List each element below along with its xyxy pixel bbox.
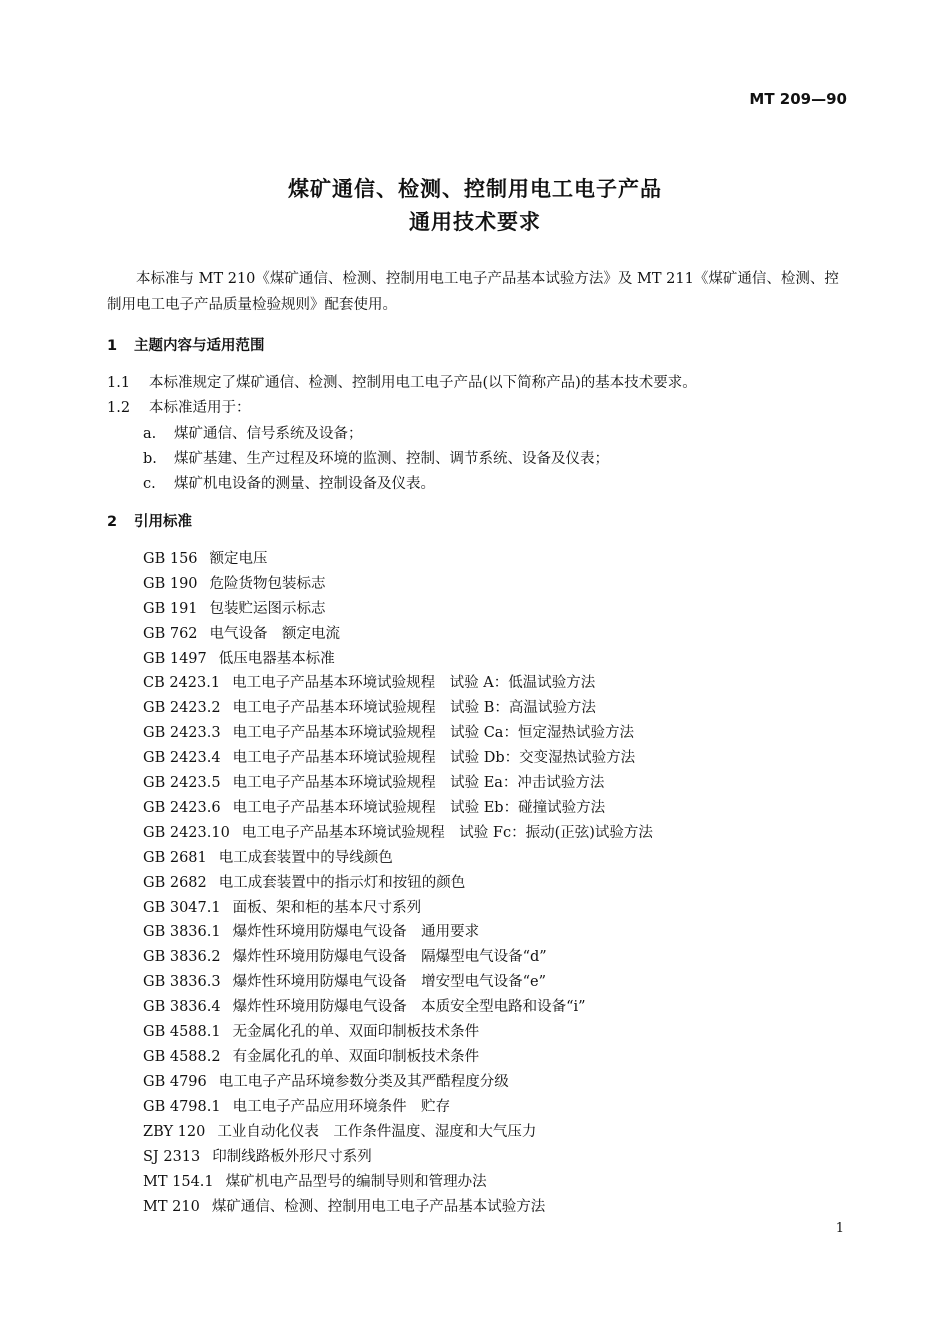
reference-name: 额定电压	[209, 551, 268, 567]
document-title-line-1: 煤矿通信、检测、控制用电工电子产品	[288, 177, 662, 201]
reference-item	[143, 1020, 479, 1041]
standard-code: MT 209—90	[749, 90, 847, 108]
clause-number: 1.2	[107, 400, 131, 416]
reference-name: 工业自动化仪表 工作条件温度、湿度和大气压力	[217, 1124, 537, 1140]
reference-name: 低压电器基本标准	[218, 651, 335, 667]
reference-code: GB 3047.1	[143, 900, 221, 916]
section-title: 主题内容与适用范围	[134, 338, 265, 354]
reference-name: 电工电子产品基本环境试验规程 试验 A：低温试验方法	[232, 675, 596, 691]
reference-item	[143, 671, 595, 692]
page-number: 1	[835, 1221, 844, 1236]
reference-name: 电工电子产品基本环境试验规程 试验 Ea：冲击试验方法	[232, 775, 605, 791]
reference-item	[143, 771, 604, 792]
reference-name: 无金属化孔的单、双面印制板技术条件	[232, 1024, 480, 1040]
reference-name: 爆炸性环境用防爆电气设备 隔爆型电气设备“d”	[232, 949, 547, 965]
list-item-mark: a.	[143, 426, 157, 442]
reference-code: CB 2423.1	[143, 675, 221, 691]
reference-name: 电工电子产品基本环境试验规程 试验 Db：交变湿热试验方法	[232, 750, 636, 766]
reference-name: 危险货物包装标志	[209, 576, 326, 592]
list-item	[143, 472, 435, 493]
reference-item	[143, 721, 634, 742]
section-2-heading	[107, 510, 192, 531]
reference-code: GB 3836.4	[143, 999, 221, 1015]
reference-name: 包装贮运图示标志	[209, 601, 326, 617]
reference-code: GB 1497	[143, 651, 207, 667]
reference-name: 电工电子产品基本环境试验规程 试验 B：高温试验方法	[232, 700, 596, 716]
reference-item	[143, 1120, 536, 1141]
reference-name: 面板、架和柜的基本尺寸系列	[232, 900, 422, 916]
reference-code: GB 190	[143, 576, 198, 592]
reference-item	[143, 970, 546, 991]
reference-name: 电工电子产品基本环境试验规程 试验 Fc：振动(正弦)试验方法	[241, 825, 653, 841]
reference-item	[143, 547, 268, 568]
clause-1-1	[107, 371, 697, 392]
reference-item	[143, 696, 596, 717]
list-item-mark: c.	[143, 476, 156, 492]
reference-code: GB 4588.1	[143, 1024, 221, 1040]
reference-code: SJ 2313	[143, 1149, 201, 1165]
reference-item	[143, 572, 326, 593]
reference-code: GB 156	[143, 551, 198, 567]
reference-code: GB 4798.1	[143, 1099, 221, 1115]
reference-code: GB 2423.6	[143, 800, 221, 816]
reference-name: 电工成套装置中的指示灯和按钮的颜色	[218, 875, 466, 891]
reference-name: 有金属化孔的单、双面印制板技术条件	[232, 1049, 480, 1065]
clause-text: 本标准适用于：	[149, 400, 251, 416]
reference-code: GB 2681	[143, 850, 207, 866]
list-item	[143, 422, 363, 443]
reference-name: 爆炸性环境用防爆电气设备 本质安全型电路和设备“i”	[232, 999, 586, 1015]
reference-item	[143, 746, 635, 767]
reference-code: ZBY 120	[143, 1124, 206, 1140]
list-item-text: 煤矿机电设备的测量、控制设备及仪表。	[174, 476, 435, 492]
reference-item	[143, 647, 335, 668]
reference-name: 印制线路板外形尺寸系列	[212, 1149, 372, 1165]
reference-item	[143, 622, 340, 643]
reference-name: 爆炸性环境用防爆电气设备 增安型电气设备“e”	[232, 974, 546, 990]
reference-item	[143, 1045, 479, 1066]
reference-code: GB 2423.5	[143, 775, 221, 791]
reference-code: GB 4796	[143, 1074, 207, 1090]
reference-item	[143, 1145, 372, 1166]
reference-item	[143, 896, 421, 917]
reference-item	[143, 597, 326, 618]
reference-code: GB 3836.1	[143, 924, 221, 940]
reference-name: 煤矿机电产品型号的编制导则和管理办法	[225, 1174, 487, 1190]
reference-item	[143, 871, 465, 892]
reference-code: GB 2423.3	[143, 725, 221, 741]
reference-name: 电工电子产品环境参数分类及其严酷程度分级	[218, 1074, 509, 1090]
reference-code: GB 4588.2	[143, 1049, 221, 1065]
reference-code: MT 210	[143, 1199, 200, 1215]
reference-item	[143, 920, 479, 941]
reference-code: MT 154.1	[143, 1174, 214, 1190]
reference-name: 电工成套装置中的导线颜色	[218, 850, 393, 866]
clause-text: 本标准规定了煤矿通信、检测、控制用电工电子产品(以下简称产品)的基本技术要求。	[149, 375, 697, 391]
reference-code: GB 3836.3	[143, 974, 221, 990]
reference-item	[143, 1170, 487, 1191]
list-item-text: 煤矿通信、信号系统及设备；	[174, 426, 363, 442]
section-number: 1	[107, 338, 118, 354]
reference-item	[143, 846, 393, 867]
reference-item	[143, 821, 653, 842]
reference-name: 电工电子产品基本环境试验规程 试验 Eb：碰撞试验方法	[232, 800, 606, 816]
reference-code: GB 2423.2	[143, 700, 221, 716]
list-item-mark: b.	[143, 451, 157, 467]
reference-item	[143, 796, 605, 817]
reference-code: GB 3836.2	[143, 949, 221, 965]
list-item	[143, 447, 609, 468]
reference-code: GB 2423.10	[143, 825, 230, 841]
intro-paragraph: 本标准与 MT 210《煤矿通信、检测、控制用电工电子产品基本试验方法》及 MT 211《煤矿通信、检测、控制用电工电子产品质量检验规则》配套使用。	[107, 271, 839, 313]
section-1-heading	[107, 334, 265, 355]
reference-name: 电工电子产品基本环境试验规程 试验 Ca：恒定湿热试验方法	[232, 725, 634, 741]
reference-item	[143, 1195, 545, 1216]
section-number: 2	[107, 514, 118, 530]
clause-number: 1.1	[107, 375, 131, 391]
reference-item	[143, 995, 586, 1016]
reference-code: GB 762	[143, 626, 198, 642]
reference-code: GB 2682	[143, 875, 207, 891]
clause-1-2	[107, 396, 251, 417]
reference-name: 爆炸性环境用防爆电气设备 通用要求	[232, 924, 480, 940]
reference-code: GB 191	[143, 601, 198, 617]
reference-name: 电工电子产品应用环境条件 贮存	[232, 1099, 451, 1115]
list-item-text: 煤矿基建、生产过程及环境的监测、控制、调节系统、设备及仪表；	[174, 451, 609, 467]
reference-item	[143, 1070, 509, 1091]
reference-name: 电气设备 额定电流	[209, 626, 341, 642]
document-title-line-2: 通用技术要求	[409, 210, 541, 234]
reference-code: GB 2423.4	[143, 750, 221, 766]
section-title: 引用标准	[134, 514, 192, 530]
reference-item	[143, 1095, 450, 1116]
reference-name: 煤矿通信、检测、控制用电工电子产品基本试验方法	[211, 1199, 546, 1215]
reference-item	[143, 945, 547, 966]
